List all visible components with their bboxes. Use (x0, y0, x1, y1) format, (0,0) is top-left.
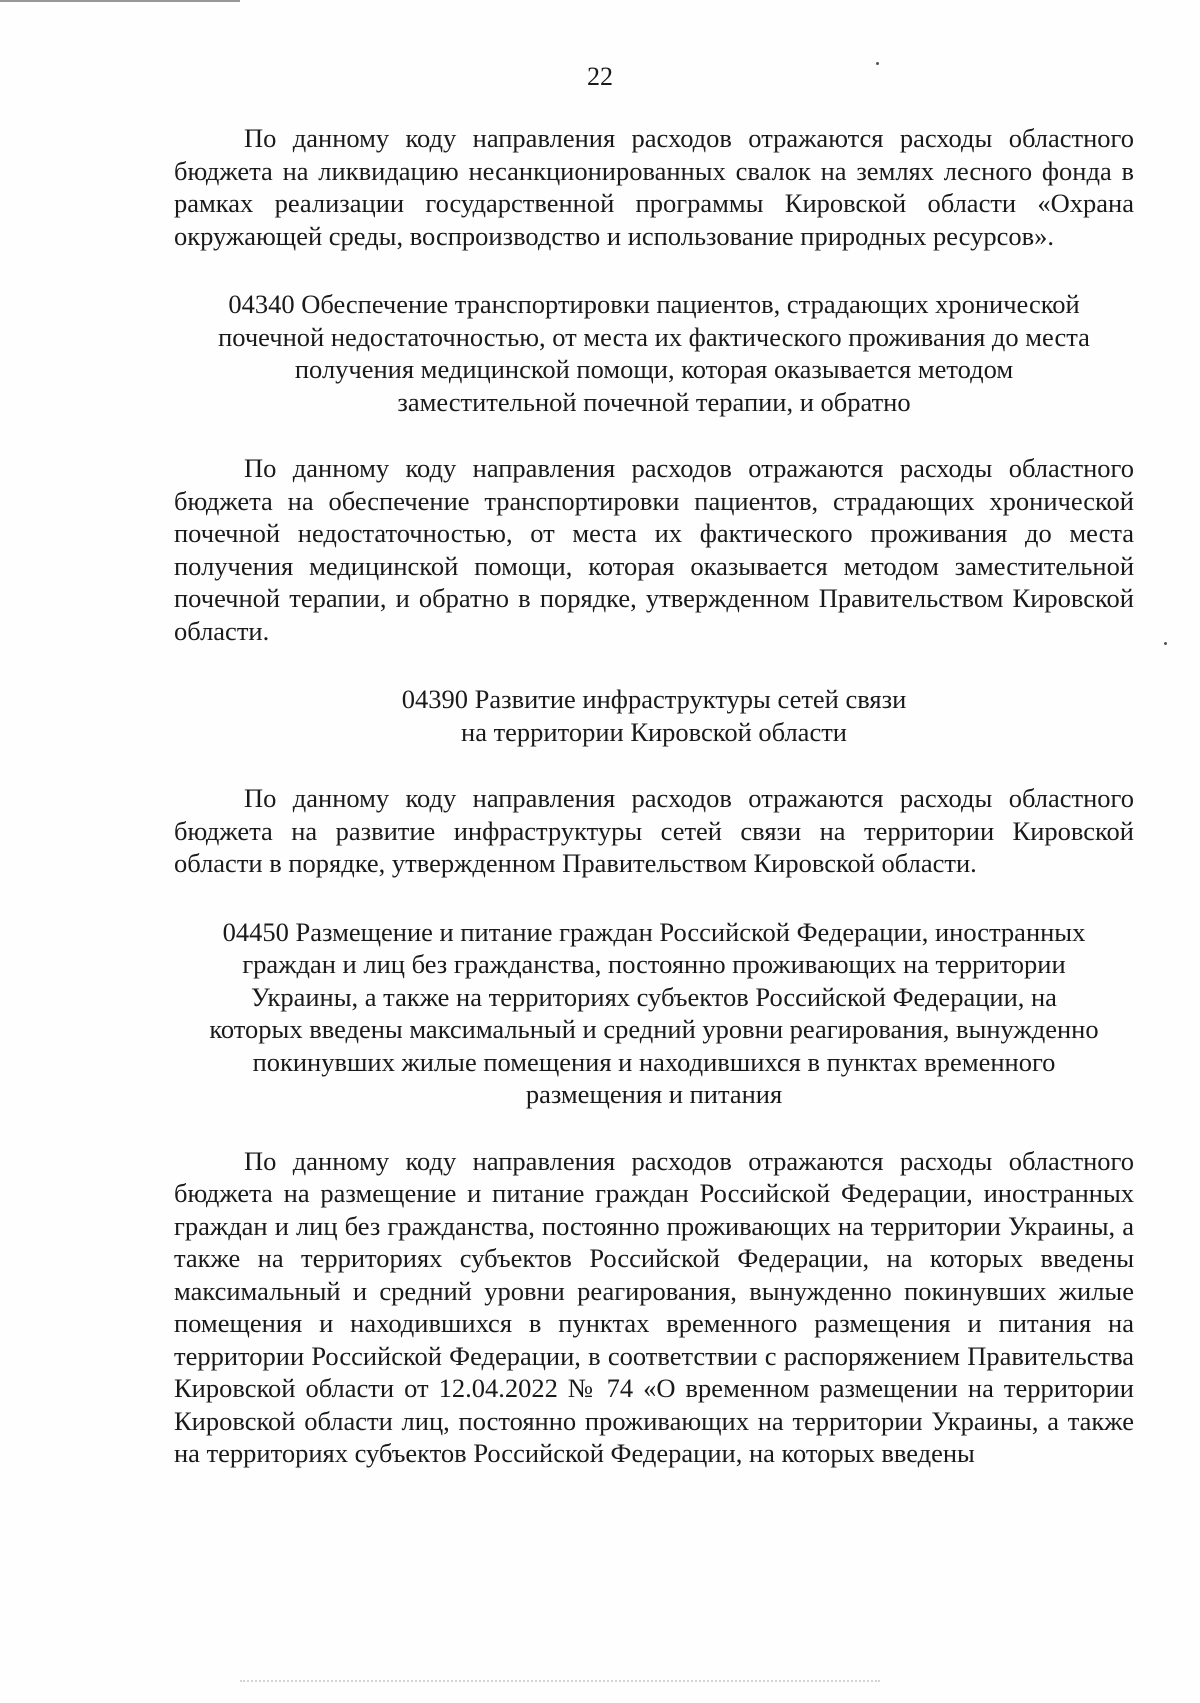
heading-line: размещения и питания (525, 1079, 783, 1109)
paragraph-2: По данному коду направления расходов отражаются расходы областного бюджета на обеспечение транспортировки пациентов, страдающих хронической почечной недостаточностью, от места их фактического проживания до места получения медицинской помощи, которая оказывается методом заместительной почечной терапии, и обратно в порядке, утвержденном Правительством Кировской области. (174, 453, 1134, 646)
paragraph-0: По данному коду направления расходов отражаются расходы областного бюджета на ликвидацию несанкционированных свалок на землях лесного фонда в рамках реализации государственной программы Кировской области «Охрана окружающей среды, воспроизводство и использование природных ресурсов». (174, 123, 1134, 251)
heading-line: граждан и лиц без гражданства, постоянно проживающих на территории (242, 949, 1066, 979)
scan-edge-mark-top (0, 0, 240, 6)
scan-edge-mark-bottom (240, 1680, 880, 1688)
heading-line: 04450 Размещение и питание граждан Российской Федерации, иностранных (222, 916, 1086, 947)
section-heading-04340 (174, 288, 1134, 418)
document-body (174, 122, 1134, 1470)
paragraph-6: По данному коду направления расходов отражаются расходы областного бюджета на размещение и питание граждан Российской Федерации, иностранных граждан и лиц без гражданства, постоянно проживающих на территории Украины, а также на территориях субъектов Российской Федерации, на которых введены максимальный и средний уровни реагирования, вынужденно покинувших жилые помещения и находившихся в пунктах временного размещения и питания на территории Российской Федерации, в соответствии с распоряжением Правительства Кировской области от 12.04.2022 № 74 «О временном размещении на территории Кировской области лиц, постоянно проживающих на территории Украины, а также на территориях субъектов Российской Федерации, на которых введены (174, 1145, 1134, 1468)
heading-line: которых введены максимальный и средний уровни реагирования, вынужденно (209, 1014, 1099, 1044)
heading-line: получения медицинской помощи, которая оказывается методом (294, 354, 1014, 384)
heading-line: покинувших жилые помещения и находившихся в пунктах временного (252, 1046, 1056, 1077)
heading-line: 04390 Развитие инфраструктуры сетей связи (401, 684, 907, 714)
heading-line: Украины, а также на территориях субъектов Российской Федерации, на (251, 981, 1057, 1012)
heading-line: на территории Кировской области (461, 716, 847, 747)
scan-speck (1164, 642, 1167, 645)
paragraph-4: По данному коду направления расходов отражаются расходы областного бюджета на развитие инфраструктуры сетей связи на территории Кировской области в порядке, утвержденном Правительством Кировской области. (174, 783, 1134, 878)
section-heading-04390 (174, 683, 1134, 748)
page-number: 22 (587, 62, 613, 91)
heading-line: почечной недостаточностью, от места их фактического проживания до места (218, 321, 1090, 352)
section-heading-04450 (174, 916, 1134, 1111)
heading-line: заместительной почечной терапии, и обратно (397, 386, 911, 417)
heading-line: 04340 Обеспечение транспортировки пациентов, страдающих хронической (228, 289, 1080, 319)
